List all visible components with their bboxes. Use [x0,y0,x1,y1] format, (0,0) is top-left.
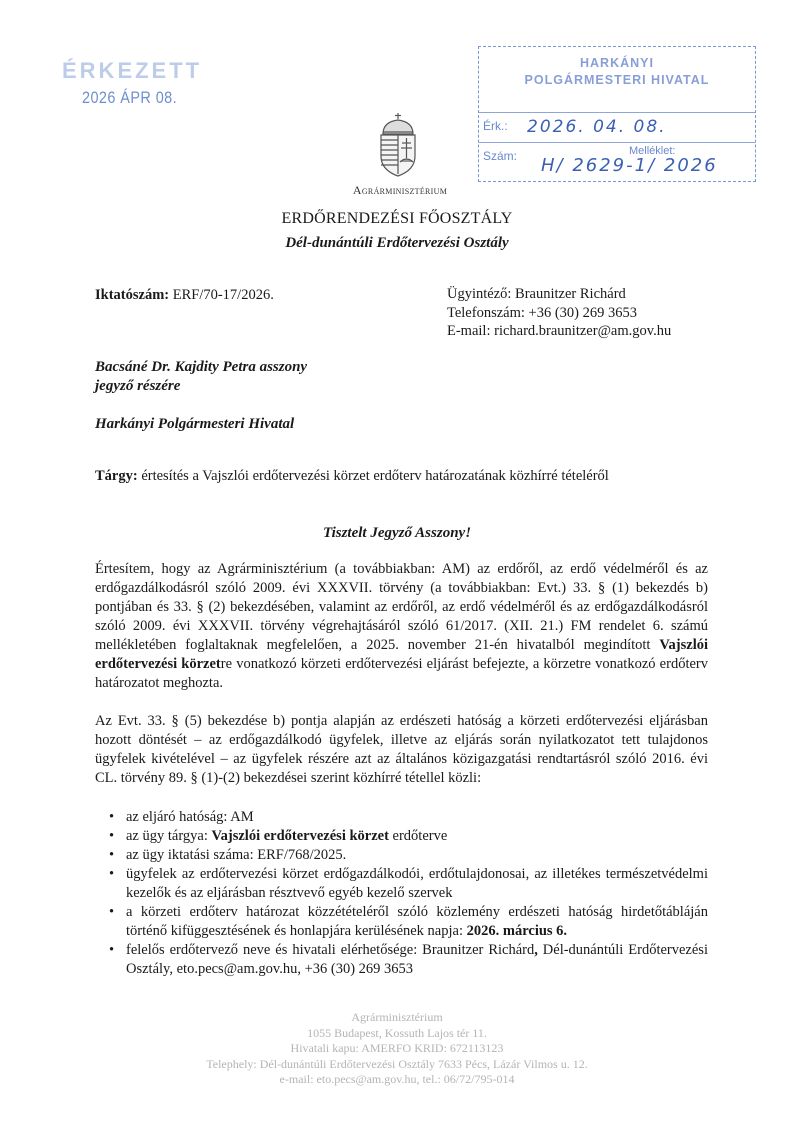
registry-stamp [478,46,756,182]
contact-officer: Ügyintéző: Braunitzer Richárd [447,286,626,302]
list-item-bold: , [534,942,538,958]
list-item [95,903,708,941]
stamp-received-label: ÉRKEZETT [62,58,203,83]
stamp-office-line1: HARKÁNYI [580,56,654,70]
contact-email: E-mail: richard.braunitzer@am.gov.hu [447,323,672,339]
greeting: Tisztelt Jegyző Asszony! [322,525,472,541]
reference-value: ERF/70-17/2026. [172,287,274,303]
bullet-list [95,808,708,979]
subject-label: Tárgy: [95,468,138,484]
list-item [95,808,708,827]
subject-text: értesítés a Vajszlói erdőtervezési körzet erdőterv határozatának közhírré tételéről [141,468,609,484]
bullet-icon: • [109,904,115,920]
list-item [95,827,708,846]
list-item-text: a körzeti erdőterv határozat közzétételéről szóló közlemény erdészeti hatóság hirdetőtábláján történő kifüggesztésének és honlapjára kerülésének napja: [126,904,708,939]
stamp-received-date: 2026 ÁPR 08. [82,88,178,107]
footer-contact: e-mail: eto.pecs@am.gov.hu, tel.: 06/72/795-014 [279,1072,515,1086]
para1-text: Értesítem, hogy az Agrárminisztérium (a továbbiakban: AM) az erdőről, az erdő védelméről és az erdőgazdálkodásról szóló 2009. évi XXXVII. törvény (a továbbiakban: Evt.) 33. § (1) bekezdés b) pontjában és 33. § (2) bekezdésében, valamint az erdőről, az erdő védelméről és az erdőgazdálkodásról szóló 2009. évi XXXVII. törvény végrehajtásáról szóló 61/2017. (XII. 21.) FM rendelet 6. számú mellékletében foglaltaknak megfelelően, a 2025. november 21-én hivatalból megindított [95,561,708,653]
stamp-received-handwritten: 2026. 04. 08. [527,117,667,137]
list-item-after: erdőterve [388,828,448,844]
list-item-text: az ügy tárgya: [126,828,212,844]
stamp-attachment-label: Melléklet: [629,145,676,157]
addressee-role: jegyző részére [95,378,181,394]
stamp-received-label: Érk.: [483,119,508,133]
contact-block [447,285,671,341]
footer [0,1010,794,1088]
addressee-name: Bacsáné Dr. Kajdity Petra asszony [95,359,308,375]
addressee-office: Harkányi Polgármesteri Hivatal [95,416,295,432]
stamp-number-row [479,143,755,179]
list-item [95,846,708,865]
list-item-text: az ügy iktatási száma: ERF/768/2025. [126,847,347,863]
list-item-text: felelős erdőtervező neve és hivatali elérhetősége: Braunitzer Richárd [126,942,535,958]
list-item-bold: 2026. március 6. [466,923,568,939]
footer-address: 1055 Budapest, Kossuth Lajos tér 11. [307,1025,487,1040]
stamp-office [479,47,755,113]
division-title: Dél-dunántúli Erdőtervezési Osztály [285,235,509,251]
bullet-icon: • [109,847,115,863]
body-paragraph-1 [95,560,708,693]
list-item [95,865,708,903]
department-title: ERDŐRENDEZÉSI FŐOSZTÁLY [281,210,513,227]
contact-phone: Telefonszám: +36 (30) 269 3653 [447,304,637,321]
footer-krid: Hivatali kapu: AMERFO KRID: 672113123 [290,1041,504,1055]
stamp-office-line2: POLGÁRMESTERI HIVATAL [524,73,710,87]
para1-bold: Vajszlói erdőtervezési körzet [95,637,708,672]
stamp-number-label: Szám: [483,149,518,163]
list-item-after: Dél-dunántúli Erdőtervezési Osztály, eto.pecs@am.gov.hu, +36 (30) 269 3653 [126,942,708,977]
addressee-block [95,358,307,434]
stamp-received-row [479,113,755,143]
reference-number [95,287,274,304]
list-item-text: ügyfelek az erdőtervezési körzet erdőgazdálkodói, erdőtulajdonosai, az illetékes természetvédelmi kezelők és az eljárásban résztvevő egyéb kezelő szervek [126,866,708,901]
bullet-icon: • [109,809,115,825]
bullet-icon: • [109,942,115,958]
list-item [95,941,708,979]
ministry-name: Agrárminisztérium [352,183,448,197]
reference-label: Iktatószám: [95,287,170,303]
subject-line [95,468,609,485]
list-item-bold: Vajszlói erdőtervezési körzet [211,828,389,844]
para1-text-end: re vonatkozó körzeti erdőtervezési eljárást befejezte, a körzetre vonatkozó erdőterv határozatot meghozta. [95,656,708,691]
footer-ministry: Agrárminisztérium [351,1010,443,1024]
list-item-text: az eljáró hatóság: AM [126,809,254,825]
footer-site: Telephely: Dél-dunántúli Erdőtervezési Osztály 7633 Pécs, Lázár Vilmos u. 12. [206,1056,588,1071]
coat-of-arms-icon [373,112,423,178]
received-date-stamp [62,58,202,108]
stamp-number-handwritten: H/ 2629-1/ 2026 [541,155,718,176]
bullet-icon: • [109,828,115,844]
body-paragraph-2: Az Evt. 33. § (5) bekezdése b) pontja alapján az erdészeti hatóság a körzeti erdőtervezési eljárásban hozott döntését – az erdőgazdálkodó ügyfelek, illetve az eljárás során nyilatkozatot tett tulajdonos ügyfelek kivételével – az ügyfelek részére azt az általános közigazgatási rendtartásról szóló 2016. évi CL. törvény 89. § (1)-(2) bekezdései szerint közhírré tétellel közli: [95,713,708,786]
bullet-icon: • [109,866,115,882]
